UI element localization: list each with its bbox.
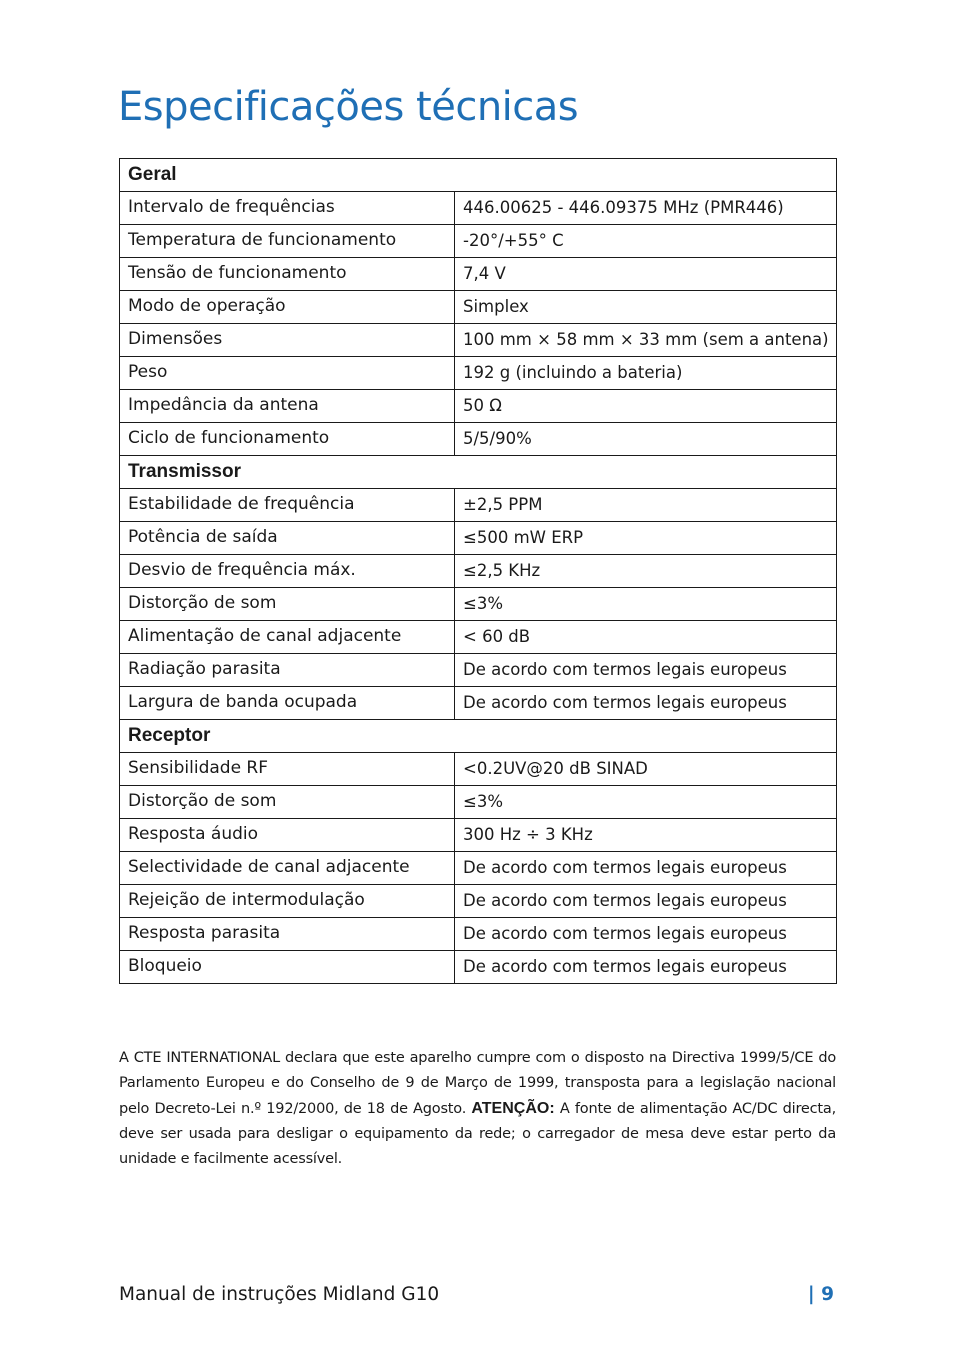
table-row: [120, 555, 837, 588]
spec-label: Peso: [120, 357, 455, 390]
spec-value: ≤500 mW ERP: [455, 522, 837, 555]
table-row: [120, 885, 837, 918]
spec-label: Impedância da antena: [120, 390, 455, 423]
spec-label: Estabilidade de frequência: [120, 489, 455, 522]
specifications-table: [119, 158, 837, 984]
spec-value: De acordo com termos legais europeus: [455, 951, 837, 984]
table-row: [120, 852, 837, 885]
table-row: [120, 753, 837, 786]
spec-value: 5/5/90%: [455, 423, 837, 456]
spec-value: Simplex: [455, 291, 837, 324]
spec-value: 300 Hz ÷ 3 KHz: [455, 819, 837, 852]
table-row: [120, 192, 837, 225]
warning-text: A fonte de alimentação AC/DC directa, deve ser usada para desligar o equipamento da rede; o carregador de mesa deve estar perto da unidade e facilmente acessível.: [119, 1101, 836, 1167]
table-row: [120, 522, 837, 555]
section-header-row: [120, 456, 837, 489]
table-row: [120, 687, 837, 720]
spec-value: ≤3%: [455, 588, 837, 621]
table-row: [120, 654, 837, 687]
spec-value: 7,4 V: [455, 258, 837, 291]
spec-value: ±2,5 PPM: [455, 489, 837, 522]
spec-label: Modo de operação: [120, 291, 455, 324]
table-row: [120, 390, 837, 423]
table-row: [120, 324, 837, 357]
spec-label: Distorção de som: [120, 588, 455, 621]
declaration-paragraph: [119, 1046, 836, 1172]
spec-value: De acordo com termos legais europeus: [455, 918, 837, 951]
section-title: Geral: [120, 159, 837, 192]
declaration-text: A CTE INTERNATIONAL declara que este aparelho cumpre com o disposto na Directiva 1999/5/CE do Parlamento Europeu e do Conselho de 9 de Março de 1999, transposta para a legislação nacional pelo Decreto-Lei n.º 192/2000, de 18 de Agosto.: [119, 1050, 836, 1117]
section-title: Transmissor: [120, 456, 837, 489]
spec-value: De acordo com termos legais europeus: [455, 687, 837, 720]
specifications-table-body: [120, 159, 837, 984]
table-row: [120, 918, 837, 951]
table-row: [120, 258, 837, 291]
spec-label: Radiação parasita: [120, 654, 455, 687]
spec-label: Rejeição de intermodulação: [120, 885, 455, 918]
table-row: [120, 225, 837, 258]
spec-label: Selectividade de canal adjacente: [120, 852, 455, 885]
table-row: [120, 423, 837, 456]
spec-label: Dimensões: [120, 324, 455, 357]
table-row: [120, 951, 837, 984]
spec-value: De acordo com termos legais europeus: [455, 852, 837, 885]
spec-label: Ciclo de funcionamento: [120, 423, 455, 456]
spec-value: < 60 dB: [455, 621, 837, 654]
spec-label: Resposta áudio: [120, 819, 455, 852]
spec-value: ≤3%: [455, 786, 837, 819]
spec-value: <0.2UV@20 dB SINAD: [455, 753, 837, 786]
spec-value: 446.00625 - 446.09375 MHz (PMR446): [455, 192, 837, 225]
section-title: Receptor: [120, 720, 837, 753]
spec-value: ≤2,5 KHz: [455, 555, 837, 588]
table-row: [120, 489, 837, 522]
spec-value: 100 mm × 58 mm × 33 mm (sem a antena): [455, 324, 837, 357]
spec-label: Desvio de frequência máx.: [120, 555, 455, 588]
page-title: Especificações técnicas: [118, 84, 579, 130]
footer-page-number: | 9: [807, 1284, 834, 1305]
table-row: [120, 621, 837, 654]
warning-label: ATENÇÃO:: [471, 1100, 555, 1117]
table-row: [120, 291, 837, 324]
spec-value: 192 g (incluindo a bateria): [455, 357, 837, 390]
section-header-row: [120, 720, 837, 753]
table-row: [120, 588, 837, 621]
spec-label: Largura de banda ocupada: [120, 687, 455, 720]
section-header-row: [120, 159, 837, 192]
spec-label: Bloqueio: [120, 951, 455, 984]
spec-value: De acordo com termos legais europeus: [455, 654, 837, 687]
footer-manual-title: Manual de instruções Midland G10: [119, 1284, 440, 1305]
spec-label: Distorção de som: [120, 786, 455, 819]
spec-label: Sensibilidade RF: [120, 753, 455, 786]
table-row: [120, 357, 837, 390]
spec-value: 50 Ω: [455, 390, 837, 423]
table-row: [120, 786, 837, 819]
table-row: [120, 819, 837, 852]
spec-value: -20°/+55° C: [455, 225, 837, 258]
spec-value: De acordo com termos legais europeus: [455, 885, 837, 918]
spec-label: Temperatura de funcionamento: [120, 225, 455, 258]
spec-label: Potência de saída: [120, 522, 455, 555]
spec-label: Alimentação de canal adjacente: [120, 621, 455, 654]
spec-label: Resposta parasita: [120, 918, 455, 951]
spec-label: Intervalo de frequências: [120, 192, 455, 225]
spec-label: Tensão de funcionamento: [120, 258, 455, 291]
